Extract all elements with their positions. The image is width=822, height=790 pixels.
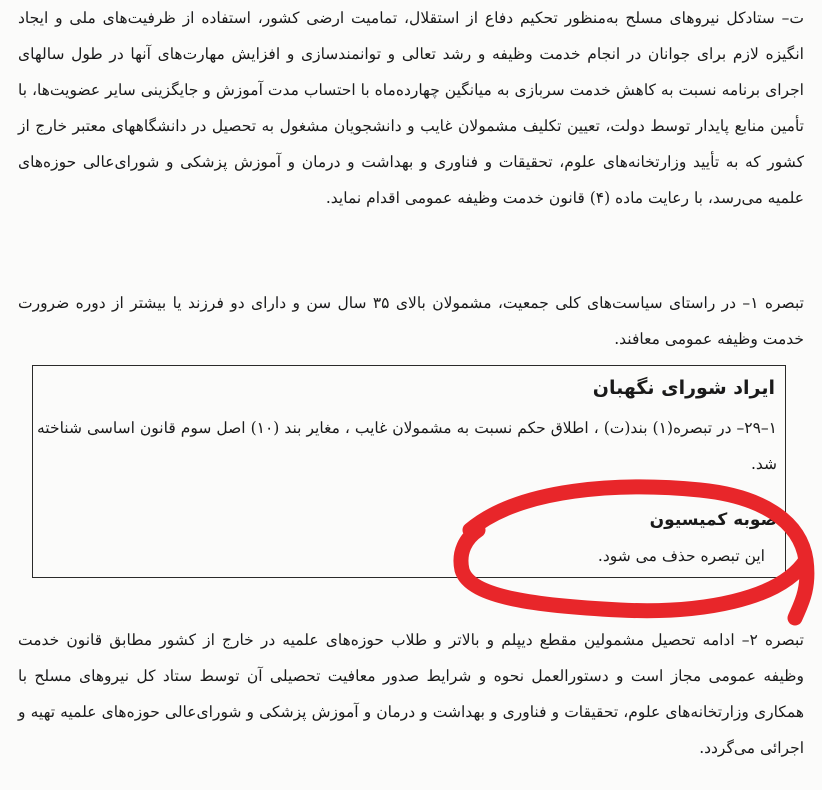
commission-resolution-text: این تبصره حذف می شود. — [597, 547, 765, 565]
guardian-council-objection: ۱–۲۹– در تبصره(۱) بند(ت) ، اطلاق حکم نسبت به مشمولان غایب ، مغایر بند (۱۰) اصل سوم قانون اساسی شناخته شد. — [37, 419, 777, 473]
note-1-paragraph: تبصره ۱– در راستای سیاست‌های کلی جمعیت، مشمولان بالای ۳۵ سال سن و دارای دو فرزند یا بیشتر از دوره ضرورت خدمت وظیفه عمومی معافند. — [18, 294, 804, 348]
note-2-paragraph: تبصره ۲– ادامه تحصیل مشمولین مقطع دیپلم و بالاتر و طلاب حوزه‌های علمیه در خارج از کشور مطابق قانون خدمت وظیفه عمومی مجاز است و دستورالعمل نحوه و شرایط صدور معافیت تحصیلی آن توسط ستاد کل نیروهای مسلح با همکاری وزارتخانه‌های علوم، تحقیقات و فناوری و بهداشت و درمان و آموزش پزشکی و شورای‌عالی حوزه‌های علمیه تهیه و اجرائی می‌گردد. — [18, 631, 804, 757]
guardian-council-box — [32, 365, 786, 578]
commission-heading: صوبه کمیسیون — [649, 510, 777, 530]
guardian-council-heading: ایراد شورای نگهبان — [592, 377, 775, 399]
clause-t-paragraph: ت– ستادکل نیروهای مسلح به‌منظور تحکیم دفاع از استقلال، تمامیت ارضی کشور، استفاده از ظرفیت‌های ملی و ایجاد انگیزه لازم برای جوانان در انجام خدمت وظیفه و رشد تعالی و توانمندسازی و افزایش مهارت‌های آنها در طول سالهای اجرای برنامه نسبت به کاهش خدمت سربازی به میانگین چهارده‌ماه با احتساب مدت آموزش و جایگزینی سایر عضویت‌ها، با تأمین منابع پایدار توسط دولت، تعیین تکلیف مشمولان غایب و دانشجویان مشغول به تحصیل در دانشگاههای معتبر خارج از کشور که به تأیید وزارتخانه‌های علوم، تحقیقات و فناوری و بهداشت و درمان و آموزش پزشکی و شورای‌عالی حوزه‌های علمیه می‌رسد، با رعایت ماده (۴) قانون خدمت وظیفه عمومی اقدام نماید. — [18, 9, 804, 207]
